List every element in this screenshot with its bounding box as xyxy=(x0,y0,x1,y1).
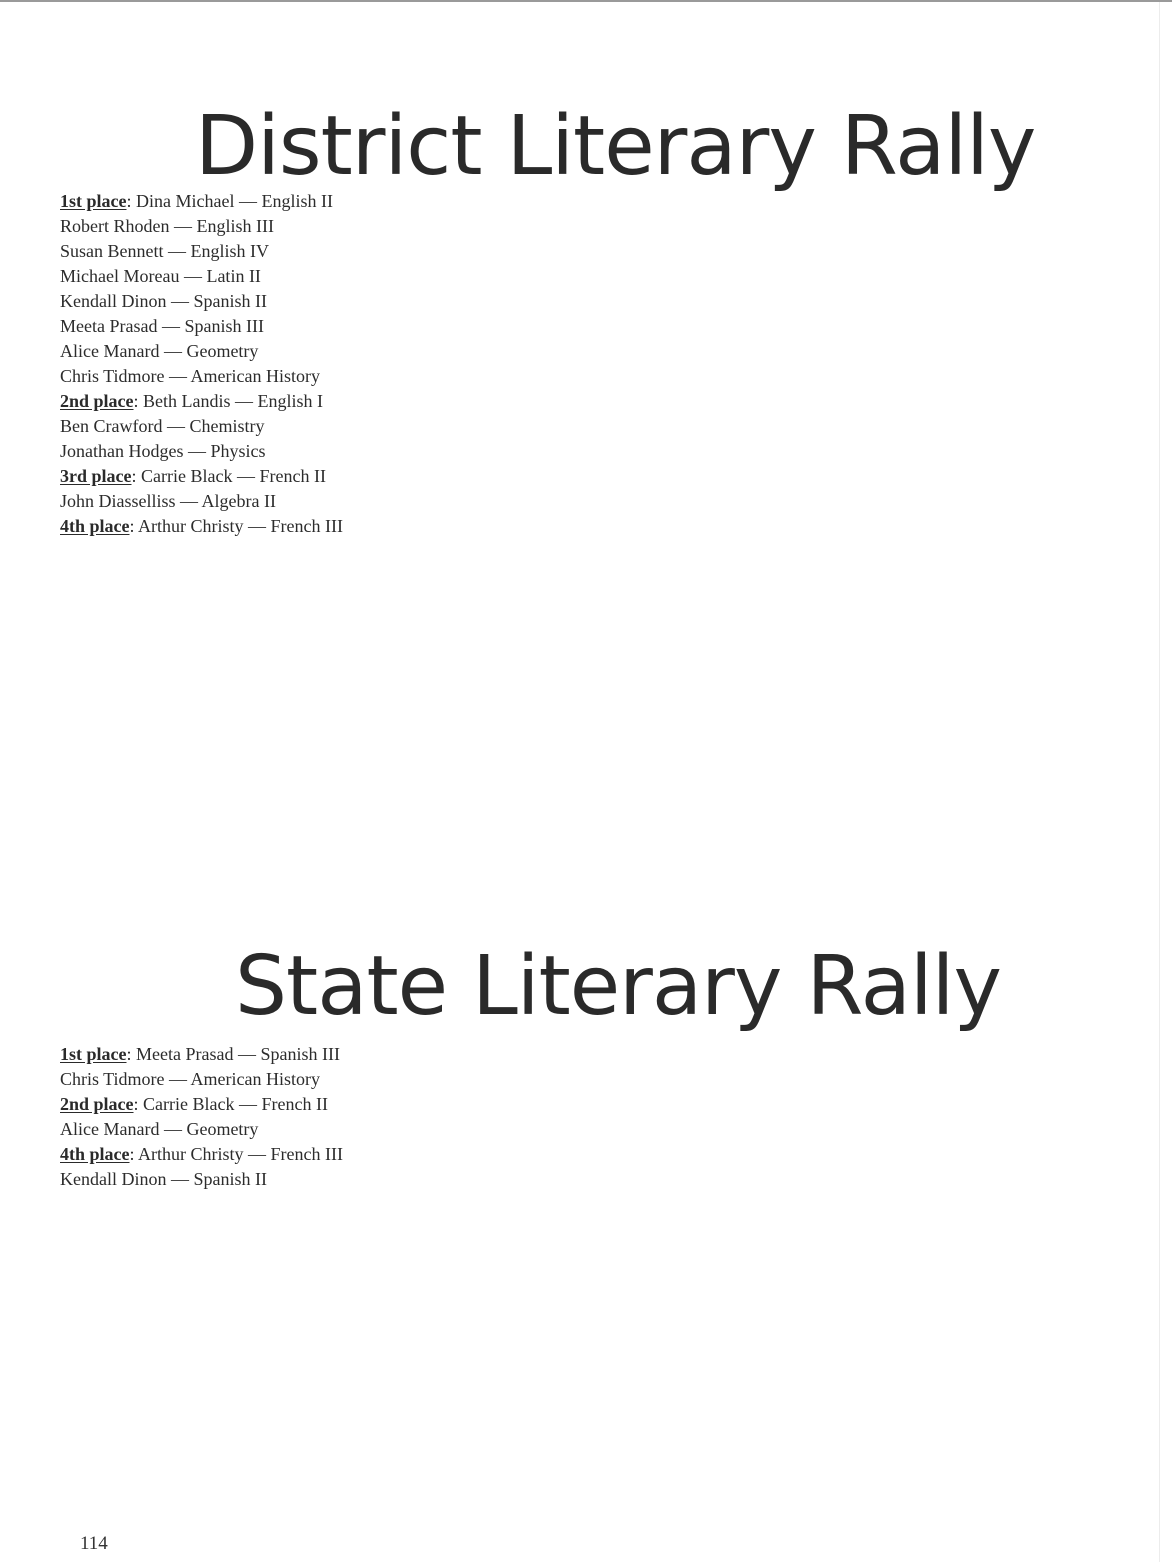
place-label: 1st place xyxy=(60,1044,127,1064)
result-entry xyxy=(60,339,343,364)
result-text: Meeta Prasad — Spanish III xyxy=(131,1044,340,1064)
result-text: Dina Michael — English II xyxy=(131,191,333,211)
place-separator: : xyxy=(126,1044,132,1064)
state-results-list xyxy=(60,1042,343,1192)
result-text: Michael Moreau — Latin II xyxy=(60,266,261,286)
place-separator: : xyxy=(129,516,135,536)
result-text: Robert Rhoden — English III xyxy=(60,216,274,236)
place-label: 2nd place xyxy=(60,391,134,411)
result-entry xyxy=(60,1142,343,1167)
place-separator: : xyxy=(131,466,137,486)
state-heading: State Literary Rally xyxy=(235,939,1001,1034)
result-text: Chris Tidmore — American History xyxy=(60,1069,320,1089)
result-text: Kendall Dinon — Spanish II xyxy=(60,1169,267,1189)
result-text: Arthur Christy — French III xyxy=(134,1144,343,1164)
result-entry xyxy=(60,214,343,239)
result-text: John Diasselliss — Algebra II xyxy=(60,491,276,511)
result-entry xyxy=(60,1067,343,1092)
result-text: Chris Tidmore — American History xyxy=(60,366,320,386)
result-entry xyxy=(60,464,343,489)
place-label: 2nd place xyxy=(60,1094,134,1114)
result-text: Meeta Prasad — Spanish III xyxy=(60,316,264,336)
place-label: 3rd place xyxy=(60,466,132,486)
result-entry xyxy=(60,364,343,389)
place-separator: : xyxy=(129,1144,135,1164)
page-number: 114 xyxy=(80,1533,108,1554)
top-border xyxy=(0,0,1172,2)
result-entry xyxy=(60,1117,343,1142)
result-text: Alice Manard — Geometry xyxy=(60,341,259,361)
district-heading: District Literary Rally xyxy=(195,99,1036,194)
place-separator: : xyxy=(133,1094,139,1114)
result-text: Ben Crawford — Chemistry xyxy=(60,416,265,436)
place-separator: : xyxy=(133,391,139,411)
result-entry xyxy=(60,239,343,264)
result-text: Susan Bennett — English IV xyxy=(60,241,269,261)
place-label: 1st place xyxy=(60,191,127,211)
result-entry xyxy=(60,1167,343,1192)
result-text: Kendall Dinon — Spanish II xyxy=(60,291,267,311)
place-label: 4th place xyxy=(60,1144,130,1164)
result-entry xyxy=(60,389,343,414)
result-text: Carrie Black — French II xyxy=(136,466,326,486)
result-entry xyxy=(60,489,343,514)
result-entry xyxy=(60,1092,343,1117)
result-entry xyxy=(60,314,343,339)
place-label: 4th place xyxy=(60,516,130,536)
result-entry xyxy=(60,414,343,439)
result-text: Beth Landis — English I xyxy=(138,391,324,411)
result-text: Arthur Christy — French III xyxy=(134,516,343,536)
result-entry xyxy=(60,514,343,539)
result-entry xyxy=(60,189,343,214)
district-results-list xyxy=(60,189,343,539)
result-text: Jonathan Hodges — Physics xyxy=(60,441,266,461)
result-entry xyxy=(60,439,343,464)
place-separator: : xyxy=(126,191,132,211)
page-edge xyxy=(1159,2,1160,1562)
result-text: Alice Manard — Geometry xyxy=(60,1119,259,1139)
result-text: Carrie Black — French II xyxy=(138,1094,328,1114)
result-entry xyxy=(60,289,343,314)
result-entry xyxy=(60,1042,343,1067)
result-entry xyxy=(60,264,343,289)
